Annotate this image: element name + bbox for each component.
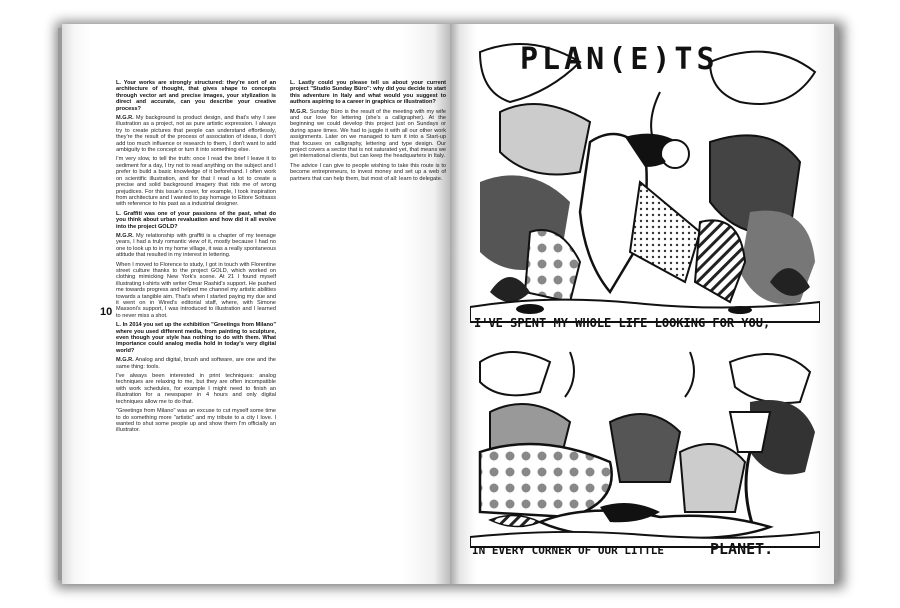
- caption-bottom-left: IN EVERY CORNER OF OUR LITTLE: [472, 544, 665, 557]
- illustration-title: PLAN(E)TS: [520, 42, 719, 77]
- answer-speaker: M.G.R.: [116, 357, 134, 364]
- answer-speaker: M.G.R.: [290, 108, 308, 115]
- interview-answer: [116, 115, 276, 153]
- interview-column-2: [290, 80, 446, 185]
- caption-bottom-right: PLANET.: [710, 540, 774, 558]
- bottom-scene: [470, 352, 820, 547]
- interview-answer: [116, 357, 276, 370]
- answer-text: My background is product design, and that's why I see illustration as a project, not as pure artistic expression. I always try to create pictures that people can understand effortlessly, they're the result of the process of association of ideas, I don't add too much influence or research to them, I don't want to add ambiguity to the concept or turn it into something else.: [116, 115, 276, 154]
- page-number-left: 10: [100, 306, 113, 318]
- interview-paragraph: The advice I can give to people wishing to take this route is to become entrepreneurs, to invest money and set up a web of partners that can help them, but most of all: learn to delegate.: [290, 162, 446, 182]
- interview-answer: [290, 109, 446, 160]
- answer-speaker: M.G.R.: [116, 232, 134, 239]
- interview-paragraph: I've always been interested in print techniques: analog techniques are relaxing to me, but they are often incompatible with work schedules, for example I might need to finish an illustration for a newspaper in 4 hours and only digital techniques allow me to do that.: [116, 373, 276, 405]
- illustration-planets: [470, 32, 820, 572]
- caption-top: I'VE SPENT MY WHOLE LIFE LOOKING FOR YOU,: [474, 316, 771, 330]
- magazine-spread: [62, 24, 834, 584]
- interview-paragraph: When I moved to Florence to study, I got in touch with Florentine street culture thanks to the project GOLD, which worked on clothing mimicking New York's scene. At 21 I found myself illustrating t-shirts with writer Omar Rashid's support. He pushed me towards progress and helped me channel my artistic abilities towards a tangible aim. That's when I started paying my due and it went on in Wired's editorial staff, where, with Simone Massoni's support, I was introduced to illustration and I learned to never miss a shot.: [116, 261, 276, 319]
- interview-question: L. Graffiti was one of your passions of the past, what do you think about urban revaluation and how did it all evolve into the project GOLD?: [116, 210, 276, 230]
- interview-question: L. Your works are strongly structured: they're sort of an architecture of thought, that gives shape to concepts through vector art and precise images, your stylization is direct and accurate, can you describe your creative process?: [116, 80, 276, 112]
- interview-paragraph: I'm very slow, to tell the truth: once I read the brief I leave it to sediment for a day, I try not to read anything on the subject and I prefer to build a basic knowledge of it beforehand. I often work on scientific illustration, and for that I read a lot to create a precise and solid background imagery that rids me of wrong prejudices. For this issue's cover, for example, I took inspiration from architecture and I wanted to pay homage to Ettore Sottsass with reference to his past as a industrial designer.: [116, 156, 276, 208]
- interview-paragraph: "Greetings from Milano" was an excuse to cut myself some time to do something more "artistic" and my tribute to a city I love. I wanted to shut some people up and show them I'm officially an illustrator.: [116, 408, 276, 434]
- answer-text: Sunday Büro is the result of the meeting with my wife and our love for lettering (she's a calligrapher). At the beginning we could develop this project just on Sundays or during spare times. We had to juggle it with all our other work assignments. Later on we managed to turn it into a Start-up that focuses on calligraphy, lettering and type design. Our project covers a sector that is not saturated yet, that means we get international clients, but can keep the headquarters in Italy.: [290, 108, 446, 160]
- interview-column-1: [116, 80, 276, 437]
- answer-text: Analog and digital, brush and software, are one and the same thing: tools.: [116, 357, 276, 370]
- right-page: [450, 24, 834, 584]
- interview-answer: [116, 233, 276, 259]
- top-scene: [470, 44, 820, 322]
- answer-text: My relationship with graffiti is a chapter of my teenage years, I had a truly romantic view of it, mostly because I had no one to look up to in my home village, it was a really spontaneous attitude that resulted in my interest in lettering.: [116, 232, 277, 259]
- interview-question: L. Lastly could you please tell us about your current project "Studio Sunday Büro": why did you decide to start this adventure in Italy and what would you suggest to authors aspiring to a career in graphics or illustration?: [290, 80, 446, 106]
- answer-speaker: M.G.R.: [116, 115, 134, 122]
- left-page: [62, 24, 450, 584]
- interview-question: L. In 2014 you set up the exhibition "Greetings from Milano" where you used different media, from painting to sculpture, even though your style has nothing to do with them. What importance could analog media hold in today's very digital world?: [116, 322, 276, 354]
